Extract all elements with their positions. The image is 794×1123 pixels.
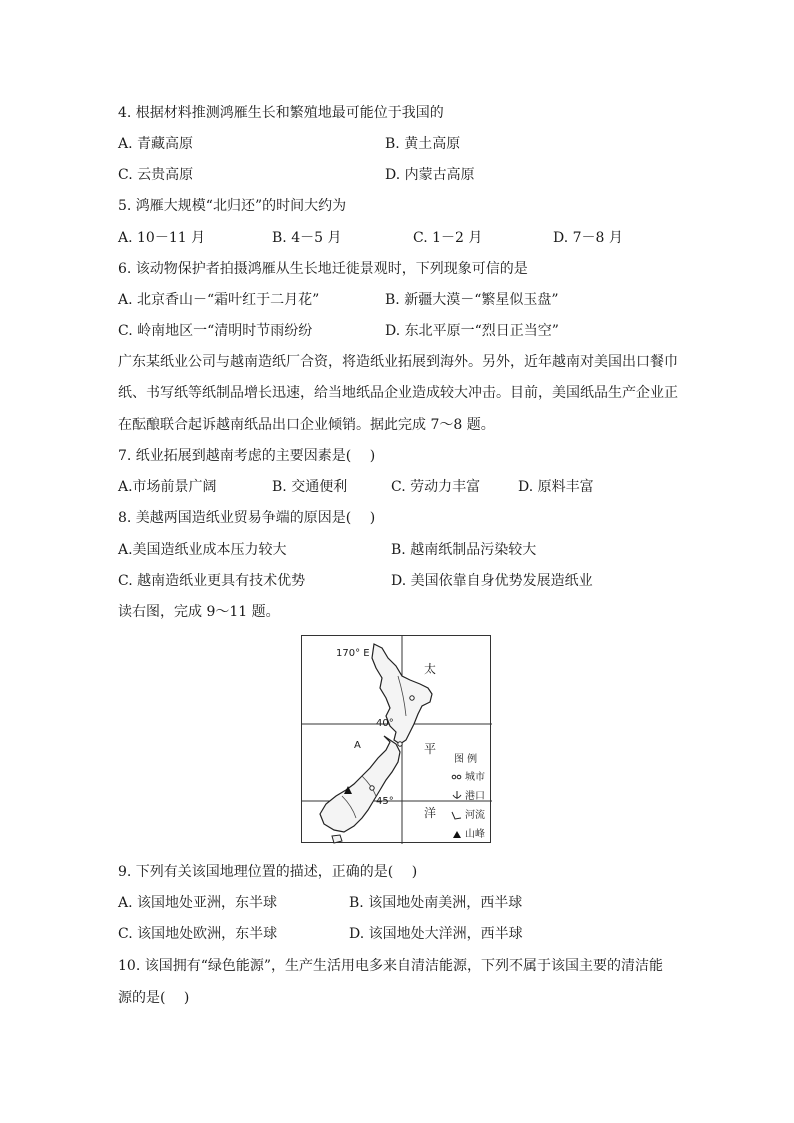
lat-label-45: 45° — [376, 796, 394, 807]
q9-option-d: D. 该国地处大洋洲，西半球 — [349, 926, 523, 942]
q4-option-a: A. 青藏高原 — [118, 136, 194, 152]
point-a-label: A — [354, 740, 361, 751]
legend-river-symbol — [452, 812, 461, 819]
legend-port-label: 港口 — [465, 791, 485, 802]
q7-option-d: D. 原料丰富 — [518, 479, 594, 495]
q9-option-c: C. 该国地处欧洲，东半球 — [118, 926, 278, 942]
legend-city-label: 城市 — [465, 772, 485, 783]
new-zealand-map — [301, 635, 491, 843]
q6-option-a: A. 北京香山－“霜叶红于二月花” — [118, 292, 320, 308]
q5-option-a: A. 10－11 月 — [118, 230, 206, 246]
legend-peak-label: 山峰 — [465, 829, 485, 840]
passage-line-1: 广东某纸业公司与越南造纸厂合资，将造纸业拓展到海外。另外，近年越南对美国出口餐巾 — [118, 354, 678, 370]
q9-stem: 9. 下列有关该国地理位置的描述，正确的是( ) — [118, 864, 418, 880]
passage-line-3: 在酝酿联合起诉越南纸品出口企业倾销。据此完成 7～8 题。 — [118, 417, 495, 433]
q9-option-b: B. 该国地处南美洲，西半球 — [349, 895, 523, 911]
q4-option-b: B. 黄土高原 — [385, 136, 461, 152]
lat-label-40: 40° — [376, 718, 394, 729]
q5-option-b: B. 4－5 月 — [272, 230, 342, 246]
q10-stem-line-2: 源的是( ) — [118, 990, 190, 1006]
ocean-label-tai: 太 — [424, 662, 437, 676]
q5-option-c: C. 1－2 月 — [413, 230, 483, 246]
q4-option-d: D. 内蒙古高原 — [385, 167, 475, 183]
q6-option-b: B. 新疆大漠－“繁星似玉盘” — [385, 292, 559, 308]
legend-peak-symbol — [453, 831, 461, 838]
stewart-island-shape — [332, 835, 342, 843]
passage-line-2: 纸、书写纸等纸制品增长迅速，给当地纸品企业造成较大冲击。目前，美国纸品生产企业正 — [118, 385, 678, 401]
legend-city-symbol — [452, 775, 456, 779]
q6-stem: 6. 该动物保护者拍摄鸿雁从生长地迁徙景观时，下列现象可信的是 — [118, 261, 528, 277]
ocean-label-ping: 平 — [424, 742, 437, 756]
q9-option-a: A. 该国地处亚洲，东半球 — [118, 895, 278, 911]
q10-stem-line-1: 10. 该国拥有“绿色能源”，生产生活用电多来自清洁能源，下列不属于该国主要的清洁能 — [118, 958, 664, 974]
q8-option-b: B. 越南纸制品污染较大 — [391, 542, 537, 558]
q7-option-b: B. 交通便利 — [272, 479, 348, 495]
city-marker — [370, 786, 374, 790]
q6-option-c: C. 岭南地区一“清明时节雨纷纷 — [118, 323, 313, 339]
city-marker — [410, 696, 414, 700]
q7-stem: 7. 纸业拓展到越南考虑的主要因素是( ) — [118, 448, 376, 464]
q8-stem: 8. 美越两国造纸业贸易争端的原因是( ) — [118, 510, 376, 526]
q8-option-c: C. 越南造纸业更具有技术优势 — [118, 573, 306, 589]
legend-port-symbol — [453, 791, 461, 799]
map-intro: 读右图，完成 9～11 题。 — [118, 604, 280, 620]
q6-option-d: D. 东北平原一“烈日正当空” — [385, 323, 559, 339]
q5-option-d: D. 7－8 月 — [553, 230, 623, 246]
map-drawing — [302, 636, 492, 844]
city-marker — [398, 742, 402, 746]
lon-label-170e: 170° E — [336, 648, 370, 659]
legend-city-symbol — [457, 775, 461, 779]
q5-stem: 5. 鸿雁大规模“北归还”的时间大约为 — [118, 198, 347, 214]
q7-option-c: C. 劳动力丰富 — [391, 479, 481, 495]
q7-option-a: A.市场前景广阔 — [118, 479, 217, 495]
q4-stem: 4. 根据材料推测鸿雁生长和繁殖地最可能位于我国的 — [118, 105, 444, 121]
legend-river-label: 河流 — [465, 810, 485, 821]
ocean-label-yang: 洋 — [424, 806, 437, 820]
legend-title: 图 例 — [454, 754, 478, 765]
q8-option-d: D. 美国依靠自身优势发展造纸业 — [391, 573, 593, 589]
q8-option-a: A.美国造纸业成本压力较大 — [118, 542, 287, 558]
q4-option-c: C. 云贵高原 — [118, 167, 194, 183]
